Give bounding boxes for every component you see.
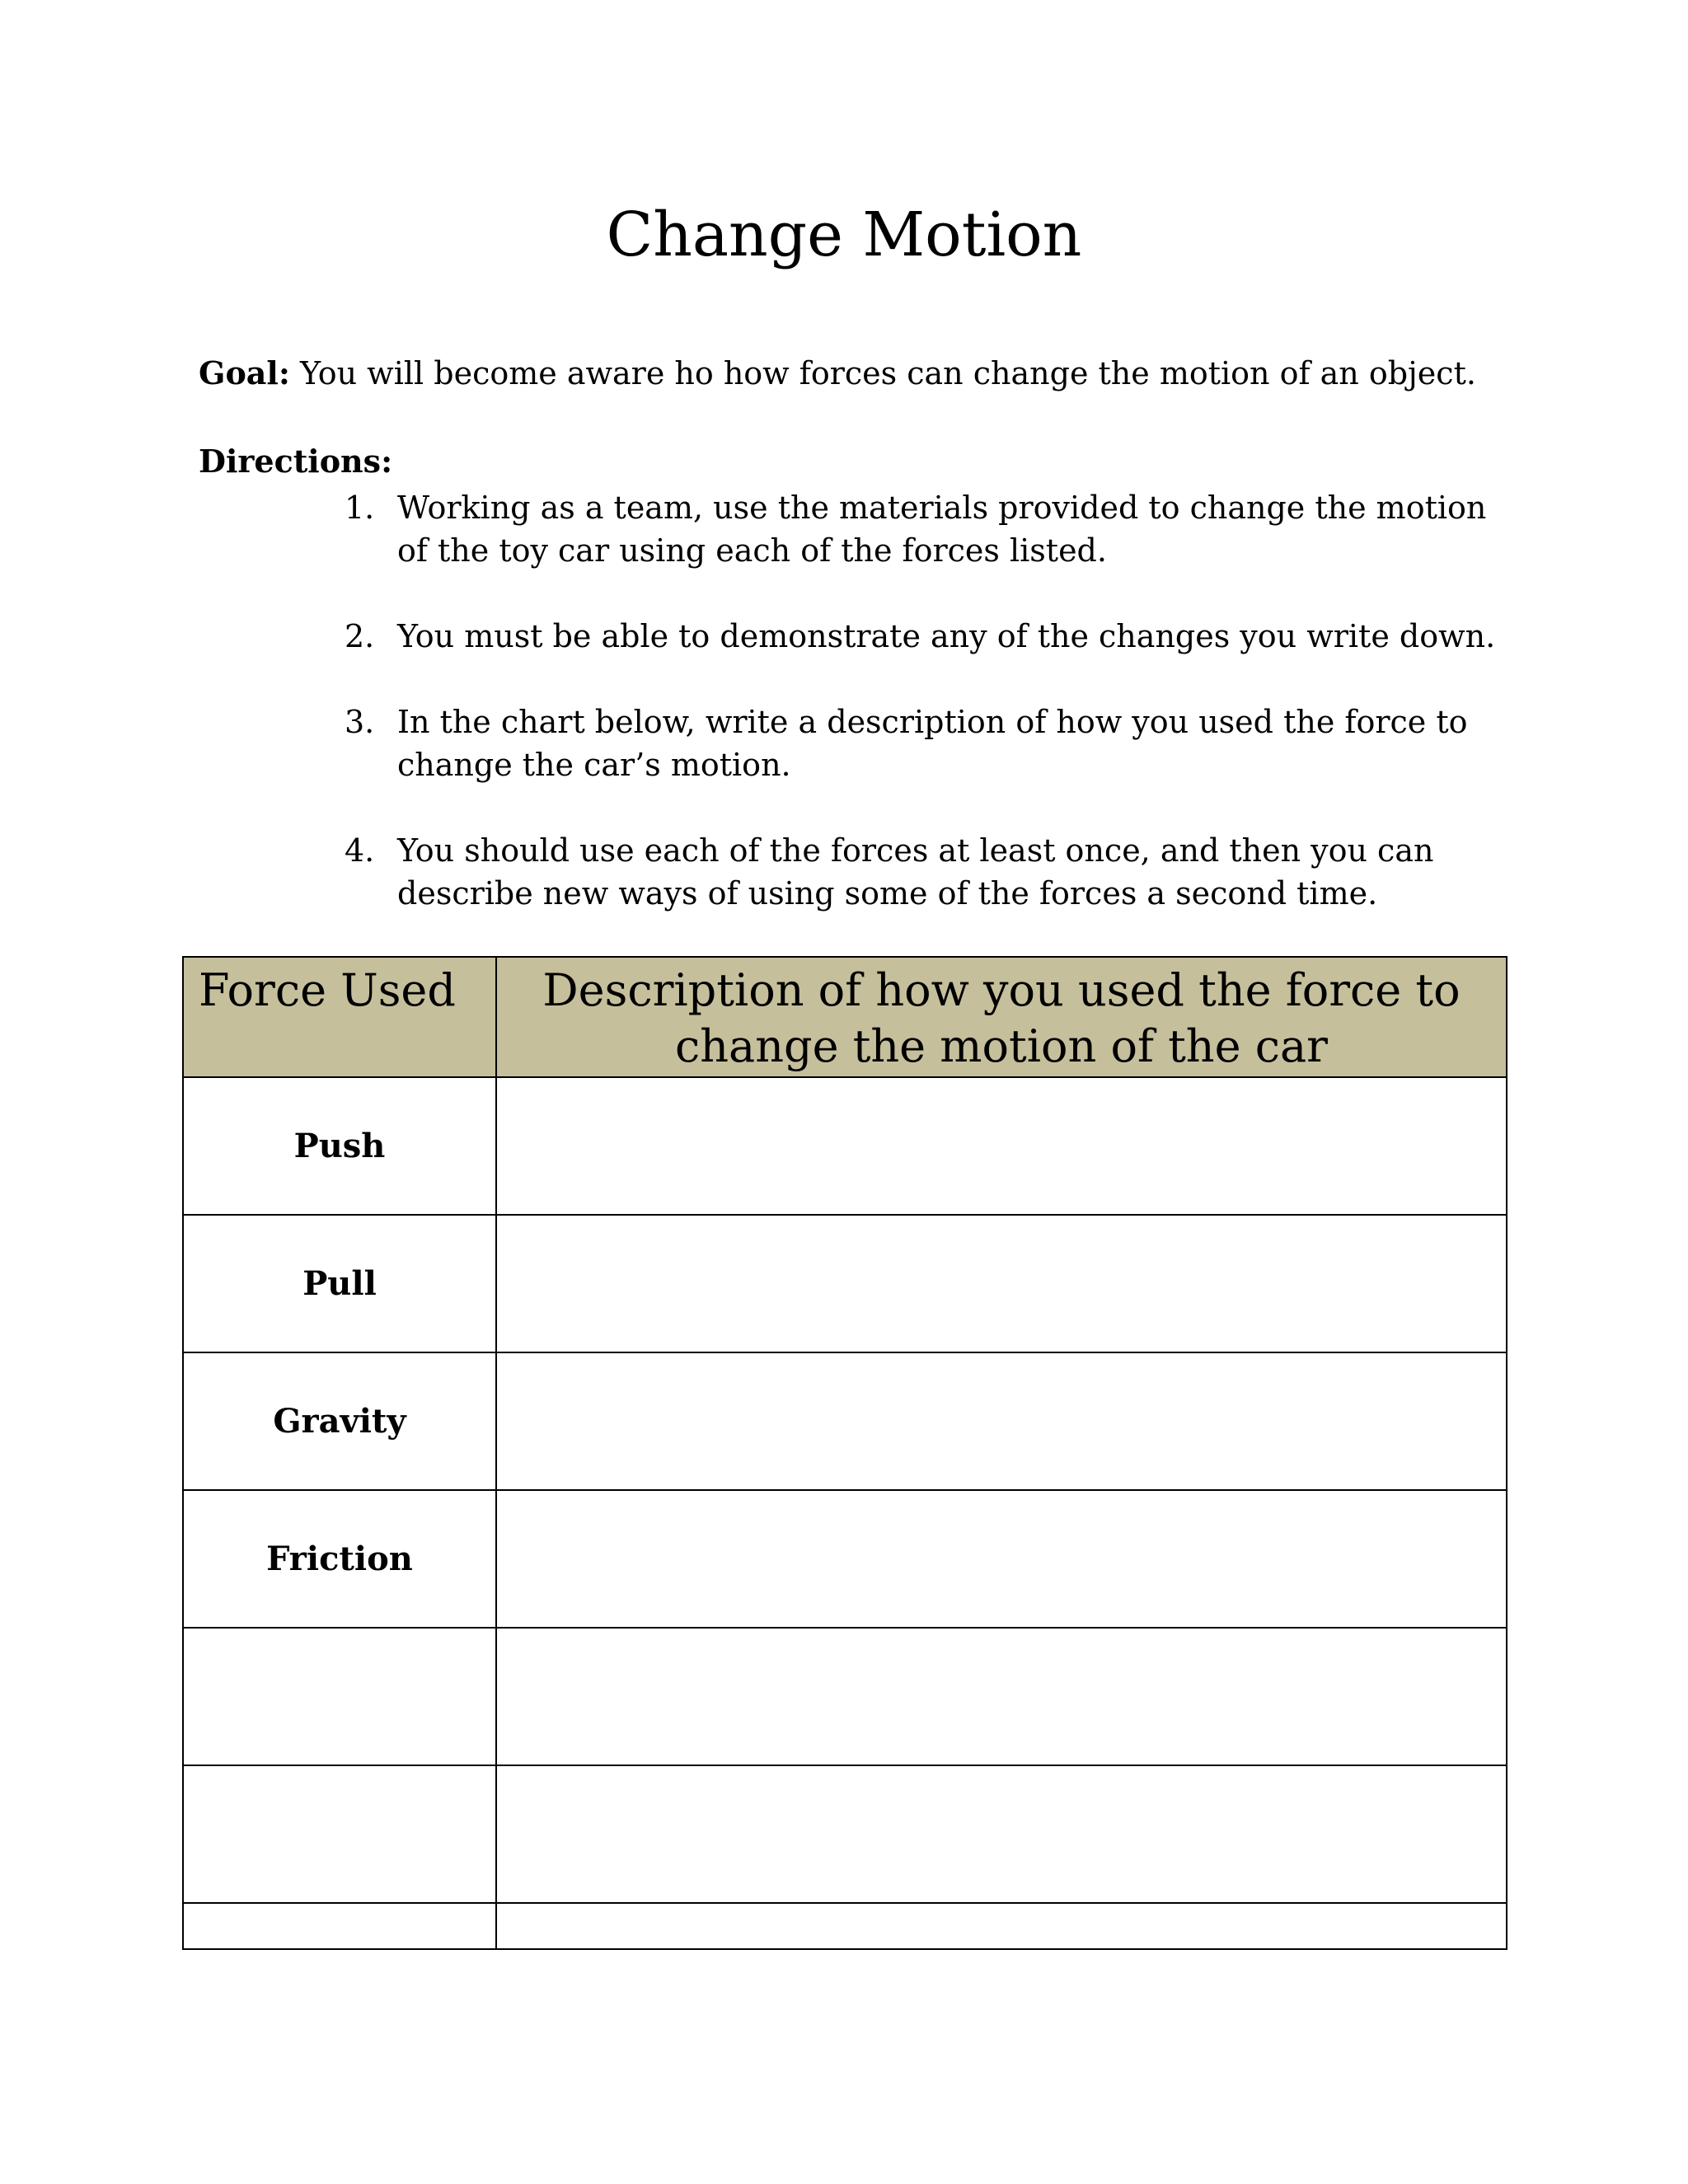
- force-cell: Pull: [183, 1215, 496, 1352]
- direction-text: You should use each of the forces at least once, and then you can describe new ways of using some of the forces a second time.: [397, 832, 1434, 912]
- direction-item: [345, 829, 1498, 915]
- force-cell: Friction: [183, 1490, 496, 1628]
- direction-item: [345, 701, 1498, 786]
- description-cell[interactable]: [496, 1215, 1507, 1352]
- table-row: [183, 1490, 1507, 1628]
- direction-item: [345, 615, 1498, 658]
- page-title: Change Motion: [606, 199, 1082, 270]
- direction-number: 2.: [345, 618, 375, 654]
- direction-number: 3.: [345, 704, 375, 740]
- direction-text: You must be able to demonstrate any of the changes you write down.: [397, 618, 1496, 654]
- description-cell[interactable]: [496, 1628, 1507, 1765]
- direction-number: 4.: [345, 832, 375, 869]
- table-header-row: [183, 957, 1507, 1077]
- description-cell[interactable]: [496, 1352, 1507, 1490]
- table-row: [183, 1077, 1507, 1215]
- table-row: [183, 1352, 1507, 1490]
- force-cell[interactable]: [183, 1765, 496, 1903]
- directions-list: [345, 486, 1498, 958]
- description-cell[interactable]: [496, 1903, 1507, 1949]
- description-cell[interactable]: [496, 1077, 1507, 1215]
- direction-text: Working as a team, use the materials provided to change the motion of the toy car using each of the forces listed.: [397, 490, 1487, 569]
- force-chart-table: [182, 956, 1507, 1950]
- table-row: [183, 1765, 1507, 1903]
- goal-statement: [199, 353, 1476, 394]
- goal-text: You will become aware ho how forces can change the motion of an object.: [289, 355, 1476, 391]
- description-cell[interactable]: [496, 1490, 1507, 1628]
- force-cell: Push: [183, 1077, 496, 1215]
- force-cell[interactable]: [183, 1628, 496, 1765]
- header-description: Description of how you used the force to change the motion of the car: [496, 957, 1507, 1077]
- direction-item: [345, 486, 1498, 572]
- goal-label: Goal:: [199, 354, 290, 391]
- header-force-used: Force Used: [183, 957, 496, 1077]
- description-cell[interactable]: [496, 1765, 1507, 1903]
- directions-heading: Directions:: [199, 443, 393, 480]
- force-cell[interactable]: [183, 1903, 496, 1949]
- direction-text: In the chart below, write a description of how you used the force to change the car’s motion.: [397, 704, 1468, 783]
- table-row: [183, 1215, 1507, 1352]
- direction-number: 1.: [345, 490, 375, 526]
- table-row: [183, 1628, 1507, 1765]
- table-row: [183, 1903, 1507, 1949]
- force-cell: Gravity: [183, 1352, 496, 1490]
